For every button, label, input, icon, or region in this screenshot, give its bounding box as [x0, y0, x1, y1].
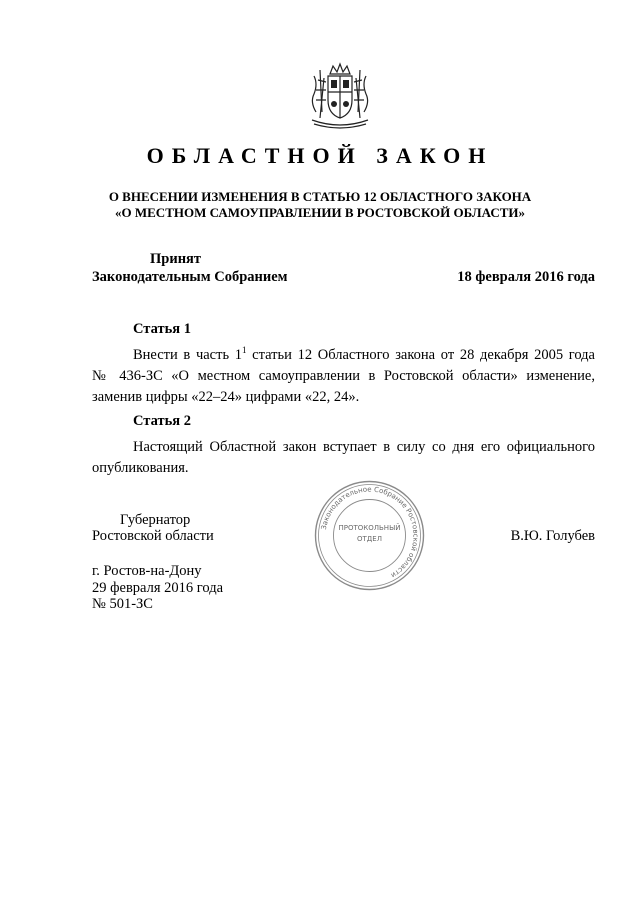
adoption-date: 18 февраля 2016 года — [457, 269, 595, 285]
article-1-line2: № 436-ЗС «О местном самоуправлении в Ростовской области» изменение, — [92, 368, 595, 384]
place-of-signing: г. Ростов-на-Дону — [92, 563, 202, 579]
law-number: № 501-ЗС — [92, 596, 153, 612]
article-1-superscript: 1 — [242, 345, 247, 356]
signing-date: 29 февраля 2016 года — [92, 580, 224, 596]
article-2-line1: Настоящий Областной закон вступает в силу со дня его официального — [133, 439, 595, 455]
adopting-body: Законодательным Собранием — [92, 269, 288, 285]
article-1-line3: заменив цифры «22–24» цифрами «22, 24». — [92, 389, 360, 405]
seal-inner-line1: ПРОТОКОЛЬНЫЙ — [338, 524, 401, 532]
rostov-coat-of-arms-icon — [300, 60, 380, 130]
adopted-label: Принят — [150, 251, 202, 267]
signatory-region: Ростовской области — [92, 528, 214, 544]
signatory-name: В.Ю. Голубев — [510, 528, 595, 544]
article-2-text — [92, 437, 595, 479]
article-1-heading: Статья 1 — [133, 321, 191, 337]
law-title: ОБЛАСТНОЙ ЗАКОН — [146, 143, 494, 168]
article-2-line2: опубликования. — [92, 460, 189, 476]
article-1-text — [92, 345, 595, 408]
seal-outer-text: Законодательное Собрание Ростовской области — [319, 485, 420, 580]
signatory-title: Губернатор — [120, 512, 191, 528]
law-subtitle-line2: «О МЕСТНОМ САМОУПРАВЛЕНИИ В РОСТОВСКОЙ ОБЛАСТИ» — [115, 205, 525, 220]
law-subtitle-line1: О ВНЕСЕНИИ ИЗМЕНЕНИЯ В СТАТЬЮ 12 ОБЛАСТНОГО ЗАКОНА — [108, 189, 532, 204]
seal-inner-line2: ОТДЕЛ — [357, 535, 382, 543]
article-2-heading: Статья 2 — [133, 413, 191, 429]
protocol-department-seal — [312, 478, 427, 593]
article-1-line1: Внести в часть $1^1$ статьи 12 Областного закона от 28 декабря 2005 года — [133, 345, 595, 363]
